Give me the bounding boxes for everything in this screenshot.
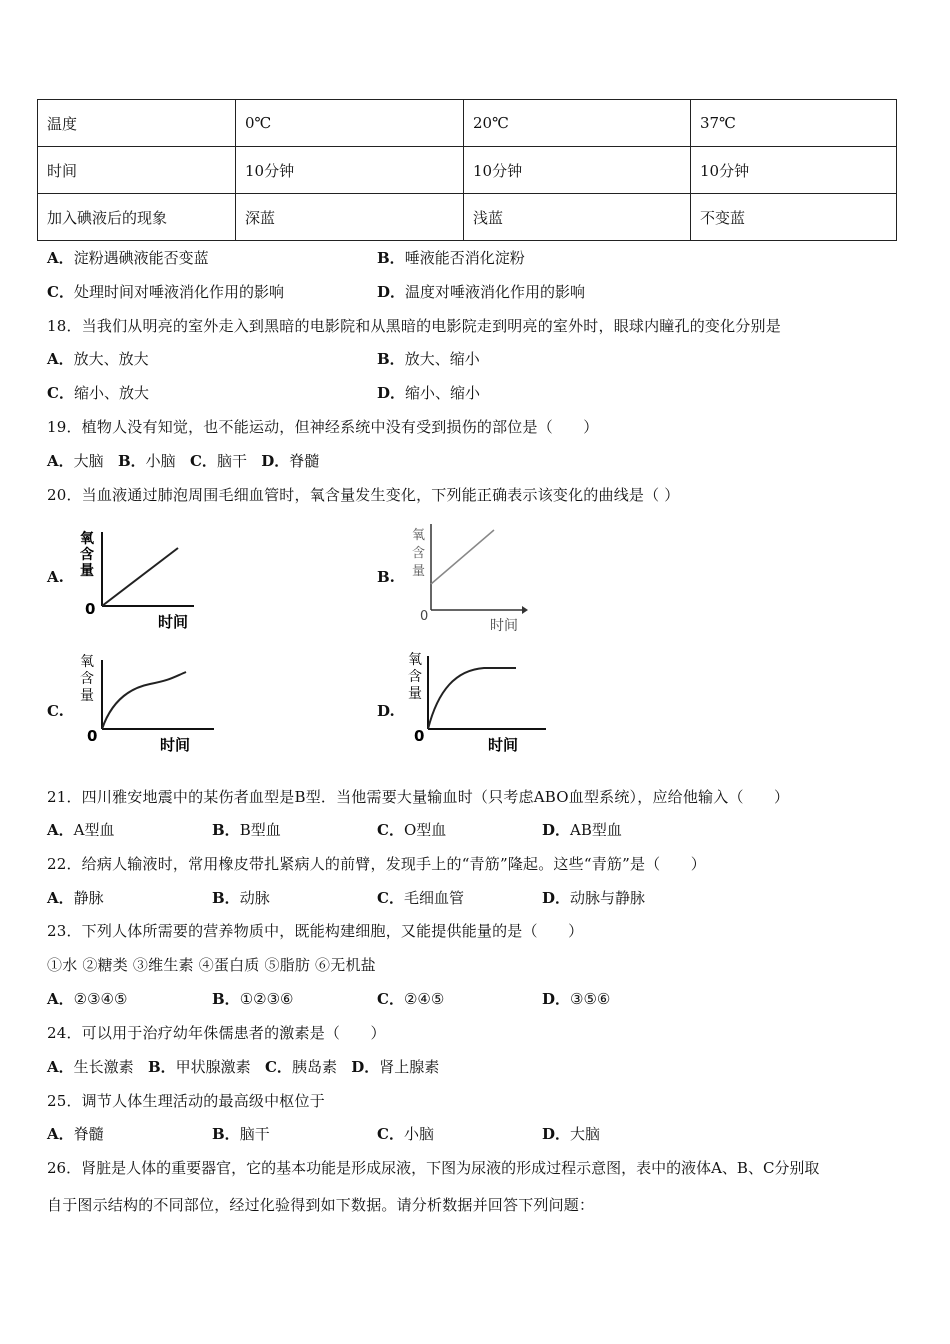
curve-linear (431, 530, 494, 584)
origin-label: 0 (87, 727, 98, 745)
q17-option-b[interactable] (377, 247, 525, 268)
y-axis-label: 含 (80, 547, 94, 563)
option-letter: D． (377, 384, 406, 402)
q18-option-a[interactable] (47, 348, 149, 369)
curve-saturating-plateau (428, 668, 516, 729)
x-axis-arrow (522, 606, 528, 614)
option-text: 处理时间对唾液消化作用的影响 (73, 283, 284, 301)
option-text: 生长激素 (73, 1058, 134, 1076)
q20-graph-c[interactable] (72, 650, 222, 758)
option-letter: A． (47, 821, 74, 839)
table-cell: 10分钟 (236, 147, 464, 194)
table-cell: 不变蓝 (691, 194, 897, 241)
q20-option-b-letter[interactable]: B. (377, 568, 395, 586)
q22-option-b[interactable] (212, 887, 270, 908)
option-letter: C． (377, 990, 404, 1008)
q26-stem-line2: 自于图示结构的不同部位，经过化验得到如下数据。请分析数据并回答下列问题： (47, 1196, 595, 1214)
x-axis-label: 时间 (488, 736, 519, 754)
option-text: 毛细血管 (403, 889, 464, 907)
q24-option-a[interactable] (47, 1058, 134, 1076)
q25-option-b[interactable] (212, 1123, 270, 1144)
q20-option-d-letter[interactable]: D. (377, 702, 395, 720)
y-axis-label: 量 (408, 686, 422, 702)
q19-option-d[interactable] (261, 452, 319, 470)
table-cell: 0℃ (236, 100, 464, 147)
table-row (38, 100, 897, 147)
option-text: ③⑤⑥ (570, 990, 611, 1008)
q23-option-a[interactable] (47, 988, 127, 1009)
q21-stem: 21．四川雅安地震中的某伤者血型是B型．当他需要大量输血时（只考虑ABO血型系统），应给他输入（ ） (47, 788, 790, 806)
y-axis-label: 氧 (412, 528, 426, 543)
option-text: 胰岛素 (291, 1058, 337, 1076)
y-axis-label: 含 (408, 669, 422, 685)
q20-graph-d[interactable] (404, 650, 554, 758)
experiment-table (37, 99, 897, 241)
option-text: 放大、放大 (73, 350, 149, 368)
q23-items: ①水 ②糖类 ③维生素 ④蛋白质 ⑤脂肪 ⑥无机盐 (47, 956, 376, 974)
q22-option-d[interactable] (542, 887, 645, 908)
option-letter: D． (542, 821, 571, 839)
q19-stem: 19．植物人没有知觉，也不能运动，但神经系统中没有受到损伤的部位是（ ） (47, 418, 599, 436)
table-cell: 浅蓝 (464, 194, 691, 241)
q19-option-c[interactable] (190, 452, 247, 470)
q24-option-c[interactable] (265, 1058, 337, 1076)
origin-label: 0 (420, 609, 429, 624)
q26-stem-line1: 26．肾脏是人体的重要器官，它的基本功能是形成尿液，下图为尿液的形成过程示意图，表中的液体A、B、C分别取 (47, 1159, 820, 1177)
option-letter: A． (47, 1125, 74, 1143)
q19-options (47, 450, 319, 471)
table-cell: 10分钟 (691, 147, 897, 194)
y-axis-label: 氧 (408, 652, 422, 668)
option-letter: B． (147, 1058, 176, 1076)
option-text: 甲状腺激素 (175, 1058, 251, 1076)
y-axis-label: 氧 (80, 531, 94, 547)
option-letter: B． (377, 350, 405, 368)
q25-option-d[interactable] (542, 1123, 600, 1144)
y-axis-label: 量 (412, 564, 426, 579)
option-letter: C． (377, 1125, 404, 1143)
q23-option-d[interactable] (542, 988, 610, 1009)
y-axis-label: 含 (80, 671, 94, 687)
option-letter: D． (377, 283, 406, 301)
q23-option-c[interactable] (377, 988, 444, 1009)
q24-option-d[interactable] (351, 1058, 439, 1076)
table-row (38, 147, 897, 194)
option-letter: D． (261, 452, 290, 470)
option-text: 大脑 (570, 1125, 601, 1143)
q18-stem: 18．当我们从明亮的室外走入到黑暗的电影院和从黑暗的电影院走到明亮的室外时，眼球内瞳孔的变化分别是 (47, 317, 781, 335)
option-letter: C． (47, 283, 74, 301)
option-text: 动脉与静脉 (570, 889, 646, 907)
option-text: ②④⑤ (403, 990, 445, 1008)
option-text: 唾液能否消化淀粉 (404, 249, 525, 267)
option-letter: A． (47, 350, 74, 368)
option-text: 脊髓 (73, 1125, 104, 1143)
option-letter: C． (377, 821, 404, 839)
option-text: ②③④⑤ (73, 990, 128, 1008)
q20-graph-b[interactable] (404, 522, 534, 634)
option-letter: C． (377, 889, 404, 907)
option-text: 动脉 (239, 889, 270, 907)
origin-label: 0 (414, 727, 425, 745)
option-text: 小脑 (403, 1125, 434, 1143)
option-letter: A． (47, 249, 74, 267)
option-text: 小脑 (145, 452, 176, 470)
q25-option-c[interactable] (377, 1123, 434, 1144)
option-letter: A． (47, 1058, 74, 1076)
q21-option-d[interactable] (542, 819, 622, 840)
option-text: 脑干 (216, 452, 247, 470)
q19-option-a[interactable] (47, 452, 104, 470)
option-text: 大脑 (73, 452, 104, 470)
option-letter: A． (47, 452, 74, 470)
q18-option-c[interactable] (47, 382, 149, 403)
option-letter: D． (542, 990, 571, 1008)
q20-graph-a[interactable] (72, 528, 202, 633)
q24-stem: 24．可以用于治疗幼年侏儒患者的激素是（ ） (47, 1024, 386, 1042)
q19-option-b[interactable] (118, 452, 176, 470)
option-letter: B． (212, 821, 240, 839)
q21-option-c[interactable] (377, 819, 446, 840)
table-cell: 加入碘液后的现象 (38, 194, 236, 241)
q23-stem: 23．下列人体所需要的营养物质中，既能构建细胞，又能提供能量的是（ ） (47, 922, 584, 940)
x-axis-label: 时间 (158, 613, 189, 631)
option-letter: B． (212, 1125, 240, 1143)
option-letter: B． (377, 249, 405, 267)
q25-stem: 25．调节人体生理活动的最高级中枢位于 (47, 1092, 325, 1110)
q24-options (47, 1056, 439, 1077)
q18-option-b[interactable] (377, 348, 480, 369)
y-axis-label: 含 (412, 546, 426, 561)
option-text: O型血 (403, 821, 447, 839)
q23-option-b[interactable] (212, 988, 293, 1009)
q25-option-a[interactable] (47, 1123, 104, 1144)
q20-option-a-letter[interactable]: A. (47, 568, 64, 586)
table-row (38, 194, 897, 241)
table-cell: 10分钟 (464, 147, 691, 194)
option-text: 肾上腺素 (379, 1058, 440, 1076)
table-cell: 时间 (38, 147, 236, 194)
option-text: 缩小、放大 (73, 384, 149, 402)
option-text: 缩小、缩小 (405, 384, 481, 402)
q21-option-a[interactable] (47, 819, 114, 840)
option-letter: C． (47, 384, 74, 402)
y-axis-label: 量 (80, 688, 94, 704)
y-axis-label: 氧 (80, 654, 94, 670)
option-letter: B． (212, 889, 240, 907)
x-axis-label: 时间 (160, 736, 191, 754)
q18-option-d[interactable] (377, 382, 480, 403)
q22-option-a[interactable] (47, 887, 104, 908)
option-letter: D． (351, 1058, 380, 1076)
table-cell: 深蓝 (236, 194, 464, 241)
option-text: 温度对唾液消化作用的影响 (405, 283, 586, 301)
option-text: ①②③⑥ (239, 990, 294, 1008)
table-cell: 20℃ (464, 100, 691, 147)
option-letter: A． (47, 990, 74, 1008)
q22-option-c[interactable] (377, 887, 464, 908)
q17-option-c[interactable] (47, 281, 284, 302)
q17-option-d[interactable] (377, 281, 585, 302)
q20-stem: 20．当血液通过肺泡周围毛细血管时，氧含量发生变化，下列能正确表示该变化的曲线是（ ） (47, 486, 680, 504)
y-axis-label: 量 (80, 563, 94, 579)
q24-option-b[interactable] (148, 1058, 251, 1076)
option-text: A型血 (73, 821, 115, 839)
option-text: 脑干 (239, 1125, 270, 1143)
option-letter: A． (47, 889, 74, 907)
option-text: 脊髓 (289, 452, 320, 470)
curve-concave-rise (102, 672, 186, 729)
table-cell: 温度 (38, 100, 236, 147)
curve-linear (102, 548, 178, 606)
option-letter: B． (117, 452, 146, 470)
option-text: 静脉 (73, 889, 104, 907)
option-text: AB型血 (570, 821, 622, 839)
option-letter: D． (542, 889, 571, 907)
q21-option-b[interactable] (212, 819, 281, 840)
q22-stem: 22．给病人输液时，常用橡皮带扎紧病人的前臂，发现手上的“青筋”隆起。这些“青筋”是（ ） (47, 855, 706, 873)
option-letter: C． (189, 452, 217, 470)
option-letter: C． (264, 1058, 292, 1076)
option-letter: D． (542, 1125, 571, 1143)
q17-option-a[interactable] (47, 247, 209, 268)
table-cell: 37℃ (691, 100, 897, 147)
option-text: B型血 (239, 821, 281, 839)
x-axis-label: 时间 (490, 618, 518, 634)
origin-label: 0 (85, 600, 96, 618)
option-letter: B． (212, 990, 240, 1008)
q20-option-c-letter[interactable]: C. (47, 702, 64, 720)
option-text: 放大、缩小 (404, 350, 480, 368)
option-text: 淀粉遇碘液能否变蓝 (73, 249, 209, 267)
